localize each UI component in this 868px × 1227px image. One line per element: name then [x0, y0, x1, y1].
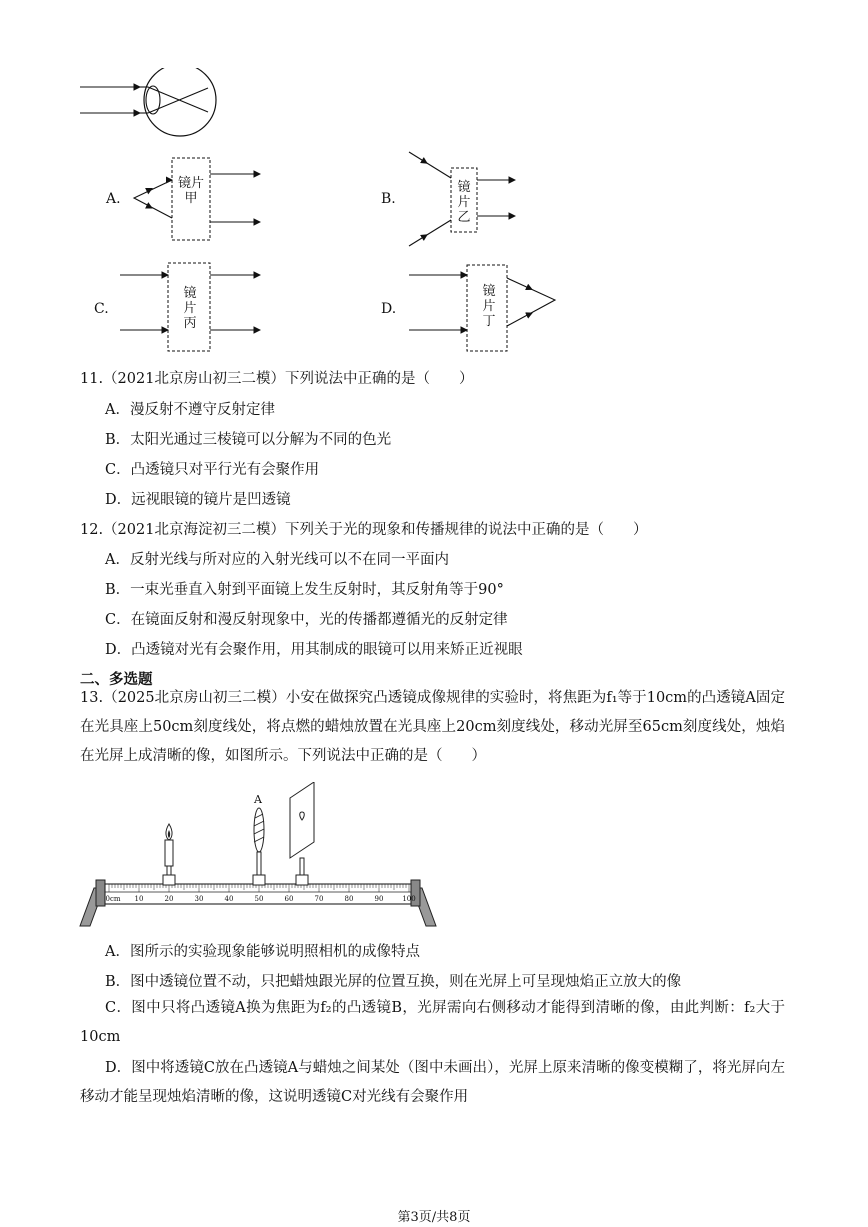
bench-tick-label: 60 — [284, 895, 294, 903]
bench-tick-label: 100 — [402, 895, 416, 903]
page-number: 第3页/共8页 — [397, 1210, 471, 1225]
lens-d-text: 镜片丁 — [482, 284, 496, 329]
bench-tick-label: 20 — [164, 895, 174, 903]
bench-tick-label: 80 — [344, 895, 354, 903]
option-a-label: A. — [106, 191, 121, 207]
section-title: 二、多选题 — [80, 671, 153, 688]
q13-stem: 13.（2025北京房山初三二模）小安在做探究凸透镜成像规律的实验时，将焦距为f₁等于10cm的凸透镜A固定在光具座上50cm刻度线处，将点燃的蜡烛放置在光具座上20cm刻度线处，移动光屏至65cm刻度线处，烛焰在光屏上成清晰的像，如图所示。下列说法中正确的是（ ） — [80, 690, 785, 764]
lens-a-text: 镜片甲 — [177, 176, 204, 206]
q13-option-d: D．图中将透镜C放在凸透镜A与蜡烛之间某处（图中未画出），光屏上原来清晰的像变模糊了，将光屏向左移动才能呈现烛焰清晰的像，这说明透镜C对光线有会聚作用 — [80, 1060, 785, 1105]
q11-stem: 11.（2021北京房山初三二模）下列说法中正确的是（ ） — [80, 371, 474, 387]
option-d-label: D. — [381, 301, 397, 317]
q11-option-c: C．凸透镜只对平行光有会聚作用 — [105, 462, 320, 478]
lens-c-text: 镜片丙 — [183, 286, 197, 331]
q12-stem: 12.（2021北京海淀初三二模）下列关于光的现象和传播规律的说法中正确的是（ ） — [80, 522, 648, 538]
lens-b-text: 镜片乙 — [457, 180, 471, 225]
candle — [163, 824, 175, 885]
eye-diagram — [78, 68, 228, 138]
bench-tick-label: 50 — [254, 895, 264, 903]
option-b-label: B. — [381, 191, 396, 207]
bench-tick-label: 90 — [374, 895, 384, 903]
bench-tick-label: 40 — [224, 895, 234, 903]
q11-option-a: A．漫反射不遵守反射定律 — [105, 402, 275, 418]
q12-option-d: D．凸透镜对光有会聚作用，用其制成的眼镜可以用来矫正近视眼 — [105, 642, 523, 658]
bench-tick-label: 10 — [134, 895, 144, 903]
q13-option-a: A．图所示的实验现象能够说明照相机的成像特点 — [105, 944, 420, 960]
q13-option-b: B．图中透镜位置不动，只把蜡烛跟光屏的位置互换，则在光屏上可呈现烛焰正立放大的像 — [105, 974, 682, 990]
q12-option-a: A．反射光线与所对应的入射光线可以不在同一平面内 — [105, 552, 449, 568]
q12-option-c: C．在镜面反射和漫反射现象中，光的传播都遵循光的反射定律 — [105, 612, 508, 628]
option-c-label: C. — [94, 301, 109, 317]
bench-tick-label: 30 — [194, 895, 204, 903]
q12-option-b: B．一束光垂直入射到平面镜上发生反射时，其反射角等于90° — [105, 582, 504, 598]
bench-tick-label: 70 — [314, 895, 324, 903]
bench-tick-label: 0cm — [105, 895, 121, 903]
light-screen — [290, 782, 314, 885]
convex-lens-a — [253, 808, 265, 885]
q13-option-c: C．图中只将凸透镜A换为焦距为f₂的凸透镜B，光屏需向右侧移动才能得到清晰的像，由此判断：f₂大于10cm — [80, 1000, 785, 1045]
lens-a-label: A — [254, 793, 262, 806]
q11-option-b: B．太阳光通过三棱镜可以分解为不同的色光 — [105, 432, 392, 448]
q11-option-d: D．远视眼镜的镜片是凹透镜 — [105, 492, 291, 508]
